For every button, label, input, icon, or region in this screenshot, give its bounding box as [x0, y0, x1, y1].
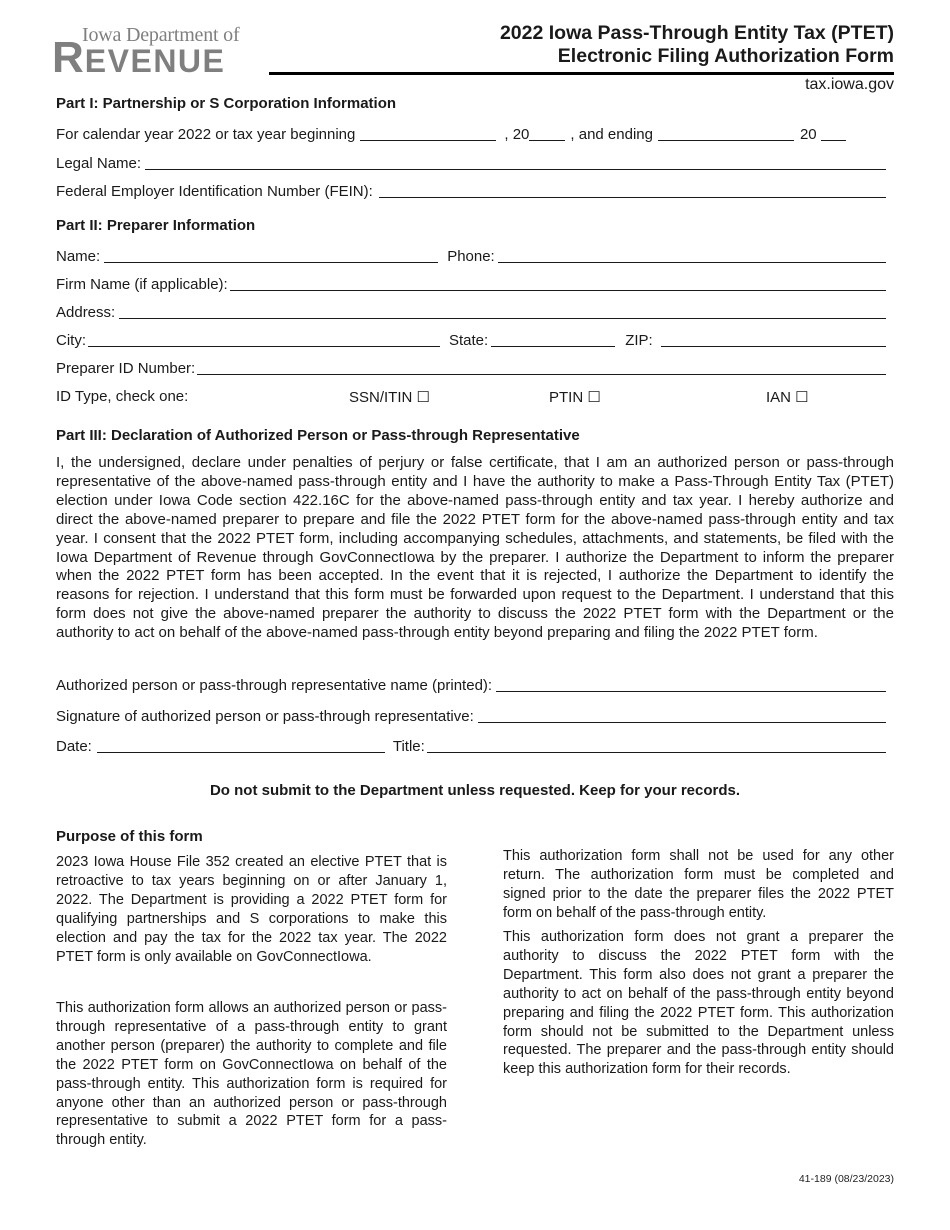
- fein-row: [56, 178, 886, 200]
- ptin-checkbox[interactable]: PTIN ☐: [549, 389, 601, 406]
- part2-heading: Part II: Preparer Information: [56, 217, 256, 234]
- ian-checkbox[interactable]: IAN ☐: [766, 389, 809, 406]
- city-state-zip-row: [56, 327, 886, 349]
- id-type-row: [56, 388, 886, 408]
- purpose-paragraph-2: This authorization form allows an authorized person or pass-through representative of a pass-through entity to grant another person (preparer) the authority to complete and file the 2022 PTET form on GovConnectIowa on behalf of the pass-through entity. This authorization form is required for anyone other than an authorized person or pass-through representative to submit a 2022 PTET form for a pass-through entity.: [56, 1000, 447, 1149]
- logo-department-text: Iowa Department of: [82, 24, 240, 46]
- preparer-id-row: [56, 355, 886, 377]
- preparer-id-label: Preparer ID Number:: [56, 360, 196, 377]
- purpose-heading: Purpose of this form: [56, 828, 203, 845]
- title-field[interactable]: [427, 738, 886, 753]
- signature-label: Signature of authorized person or pass-through representative:: [56, 708, 474, 725]
- form-title: [500, 22, 894, 68]
- ssn-itin-checkbox[interactable]: SSN/ITIN ☐: [349, 389, 430, 406]
- logo-revenue-rest: EVENUE: [84, 43, 226, 79]
- preparer-phone-label: Phone:: [447, 248, 495, 265]
- tax-year-label: For calendar year 2022 or tax year beginning: [56, 126, 356, 143]
- address-row: [56, 299, 886, 321]
- tax-year-end-20-label: 20: [799, 126, 817, 143]
- tax-year-end-field[interactable]: [658, 126, 794, 141]
- iowa-revenue-logo: [52, 24, 264, 82]
- legal-name-label: Legal Name:: [56, 155, 142, 172]
- tax-year-begin-field[interactable]: [360, 126, 496, 141]
- printed-name-row: [56, 672, 886, 694]
- printed-name-field[interactable]: [496, 677, 886, 692]
- legal-name-row: [56, 150, 886, 172]
- preparer-name-label: Name:: [56, 248, 101, 265]
- preparer-phone-field[interactable]: [498, 248, 886, 263]
- part3-heading: Part III: Declaration of Authorized Person or Pass-through Representative: [56, 427, 580, 444]
- firm-name-row: [56, 271, 886, 293]
- zip-label: ZIP:: [625, 332, 653, 349]
- purpose-paragraph-3: This authorization form shall not be used for any other return. The authorization form must be completed and signed prior to the date the preparer files the 2022 PTET form on behalf of the pass-through entity.: [503, 848, 894, 921]
- firm-name-field[interactable]: [230, 276, 886, 291]
- tax-year-ending-label: , and ending: [570, 126, 653, 143]
- form-title-line2: Electronic Filing Authorization Form: [557, 45, 894, 67]
- date-title-row: [56, 733, 886, 755]
- website-link[interactable]: tax.iowa.gov: [805, 76, 894, 93]
- form-number: 41-189 (08/23/2023): [798, 1173, 894, 1185]
- part1-heading: Part I: Partnership or S Corporation Information: [56, 95, 397, 112]
- purpose-paragraph-1: 2023 Iowa House File 352 created an elective PTET that is retroactive to tax years beginning on or after January 1, 2022. The Department is providing a 2022 PTET form for qualifying partnerships and S corporations to make this election and pay the tax for the 2022 tax year. The 2022 PTET form is only available on GovConnectIowa.: [56, 854, 447, 965]
- date-field[interactable]: [97, 738, 385, 753]
- signature-field[interactable]: [478, 708, 886, 723]
- preparer-name-field[interactable]: [104, 248, 438, 263]
- legal-name-field[interactable]: [145, 155, 886, 170]
- header-rule: [269, 72, 894, 75]
- printed-name-label: Authorized person or pass-through representative name (printed):: [56, 677, 493, 694]
- date-label: Date:: [56, 738, 92, 755]
- address-field[interactable]: [119, 304, 886, 319]
- purpose-paragraph-4: This authorization form does not grant a preparer the authority to discuss the 2022 PTET form with the Department. This form also does not grant a preparer the authority to act on behalf of the pass-through entity beyond preparing and filing the 2022 PTET form. This authorization form should not be submitted to the Department unless requested. The preparer and the pass-through entity should keep this authorization form for their records.: [503, 929, 894, 1078]
- city-label: City:: [56, 332, 86, 349]
- tax-year-end-yy-field[interactable]: [821, 126, 846, 141]
- tax-year-row: [56, 121, 886, 143]
- records-notice: Do not submit to the Department unless requested. Keep for your records.: [209, 782, 741, 799]
- address-label: Address:: [56, 304, 116, 321]
- preparer-id-field[interactable]: [197, 360, 886, 375]
- tax-year-mid-label: , 20: [504, 126, 530, 143]
- logo-revenue-initial: R: [52, 33, 85, 82]
- state-label: State:: [449, 332, 489, 349]
- declaration-text: I, the undersigned, declare under penalties of perjury or false certificate, that I am an authorized person or pass-through representative of the above-named pass-through entity and I have the authority to make a Pass-Through Entity Tax (PTET) election under Iowa Code section 422.16C for the above-named pass-through entity and tax year. I hereby authorize and direct the above-named preparer to prepare and file the 2022 PTET form for the above-named pass-through entity and tax year. I consent that the 2022 PTET form, including accompanying schedules, attachments, and statements, be filed with the Iowa Department of Revenue through GovConnectIowa by the preparer. I authorize the Department to inform the preparer when the 2022 PTET form has been accepted. In the event that it is rejected, I authorize the Department to identify the reasons for rejection. I understand that this form must be forwarded upon request to the Department. I understand that this form does not give the above-named preparer the authority to discuss the 2022 PTET form with the Department or the authority to act on behalf of the above-named pass-through entity beyond preparing and filing the 2022 PTET form.: [56, 454, 894, 642]
- state-field[interactable]: [491, 332, 615, 347]
- fein-field[interactable]: [379, 183, 886, 198]
- id-type-label: ID Type, check one:: [56, 388, 189, 405]
- signature-row: [56, 703, 886, 725]
- title-label: Title:: [392, 738, 425, 755]
- tax-year-begin-yy-field[interactable]: [529, 126, 565, 141]
- city-field[interactable]: [88, 332, 440, 347]
- firm-name-label: Firm Name (if applicable):: [56, 276, 228, 293]
- zip-field[interactable]: [661, 332, 886, 347]
- fein-label: Federal Employer Identification Number (FEIN):: [56, 183, 373, 200]
- form-title-line1: 2022 Iowa Pass-Through Entity Tax (PTET): [499, 22, 894, 44]
- preparer-name-row: [56, 243, 886, 265]
